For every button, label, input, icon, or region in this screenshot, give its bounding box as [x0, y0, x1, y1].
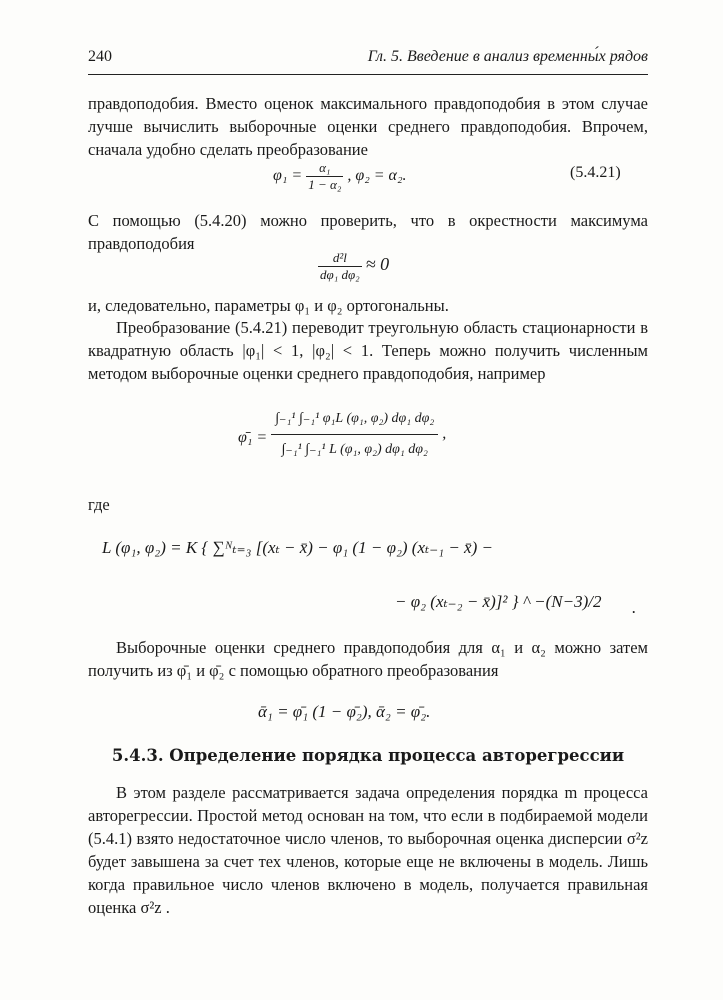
deriv-fraction	[318, 250, 362, 283]
eq21-rest: , φ₂ = α₂.	[347, 167, 407, 185]
deriv-numerator: d²l	[318, 250, 362, 267]
mean-fraction	[271, 404, 438, 465]
mean-lhs: φ̄₁ =	[238, 429, 268, 447]
where-label	[88, 493, 648, 516]
paragraph-text: Преобразование (5.4.21) переводит треугольную область стационарности в квадратную область |φ₁| < 1, |φ₂| < 1. Теперь можно получить численным методом выборочные оценки среднего правдоподобия, например	[88, 318, 648, 383]
equation-mean-estimate	[238, 404, 446, 465]
deriv-denominator: dφ₁ dφ₂	[320, 267, 360, 282]
section-heading: 5.4.3. Определение порядка процесса авторегрессии	[111, 746, 625, 765]
equation-derivative	[318, 250, 389, 283]
paragraph-text: В этом разделе рассматривается задача определения порядка m процесса авторегрессии. Простой метод основан на том, что если в подбираемой модели (5.4.1) взято недостаточное число членов, то выборочная оценка дисперсии σ²z будет завышена за счет тех членов, которые еще не включены в модель. Лишь когда правильное число членов включено в модель, получается правильная оценка σ²z .	[88, 783, 648, 917]
equation-number: (5.4.21)	[570, 164, 621, 181]
mean-tail: ,	[442, 425, 447, 443]
page-number: 240	[88, 48, 112, 65]
equation-likelihood-line-1: L (φ₁, φ₂) = K { ∑ᴺₜ₌₃ [(xₜ − x̄) − φ₁ (1 − φ₂) (xₜ₋₁ − x̄) −	[102, 538, 493, 557]
mean-denominator: ∫₋₁¹ ∫₋₁¹ L (φ₁, φ₂) dφ₁ dφ₂	[281, 442, 428, 457]
eq21-lhs: φ₁ =	[273, 167, 303, 185]
paragraph-text: С помощью (5.4.20) можно проверить, что в окрестности максимума правдоподобия	[88, 211, 648, 253]
eq21-fraction	[306, 160, 343, 193]
header-rule	[88, 74, 648, 75]
paragraph-text: Выборочные оценки среднего правдоподобия для α₁ и α₂ можно затем получить из φ̄₁ и φ̄₂ с помощью обратного преобразования	[88, 638, 648, 680]
eq21-denominator: 1 − α₂	[308, 177, 342, 192]
paragraph-text: и, следовательно, параметры φ₁ и φ₂ ортогональны.	[88, 296, 449, 315]
paragraph-3	[88, 294, 648, 317]
mean-numerator: ∫₋₁¹ ∫₋₁¹ φ₁L (φ₁, φ₂) dφ₁ dφ₂	[271, 404, 438, 435]
paragraph-4	[88, 316, 648, 385]
chapter-title: Гл. 5. Введение в анализ временны́х рядов	[367, 48, 648, 65]
paragraph-1	[88, 92, 648, 161]
equation-inverse-transform: ᾱ₁ = φ̄₁ (1 − φ̄₂), ᾱ₂ = φ̄₂.	[258, 702, 431, 721]
paragraph-6	[88, 781, 648, 919]
eq21-numerator: α₁	[306, 160, 343, 177]
equation-likelihood-line-2: − φ₂ (xₜ₋₂ − x̄)]² } ^ −(N−3)/2	[395, 592, 602, 611]
paragraph-2	[88, 209, 648, 255]
equation-likelihood-end: .	[632, 598, 637, 617]
deriv-rhs: ≈ 0	[365, 254, 390, 275]
equation-5-4-21	[273, 160, 407, 193]
paragraph-5	[88, 636, 648, 682]
paragraph-text: правдоподобия. Вместо оценок максимального правдоподобия в этом случае лучше вычислить выборочные оценки среднего правдоподобия. Впрочем, сначала удобно сделать преобразование	[88, 94, 648, 159]
paragraph-text: где	[88, 495, 110, 514]
